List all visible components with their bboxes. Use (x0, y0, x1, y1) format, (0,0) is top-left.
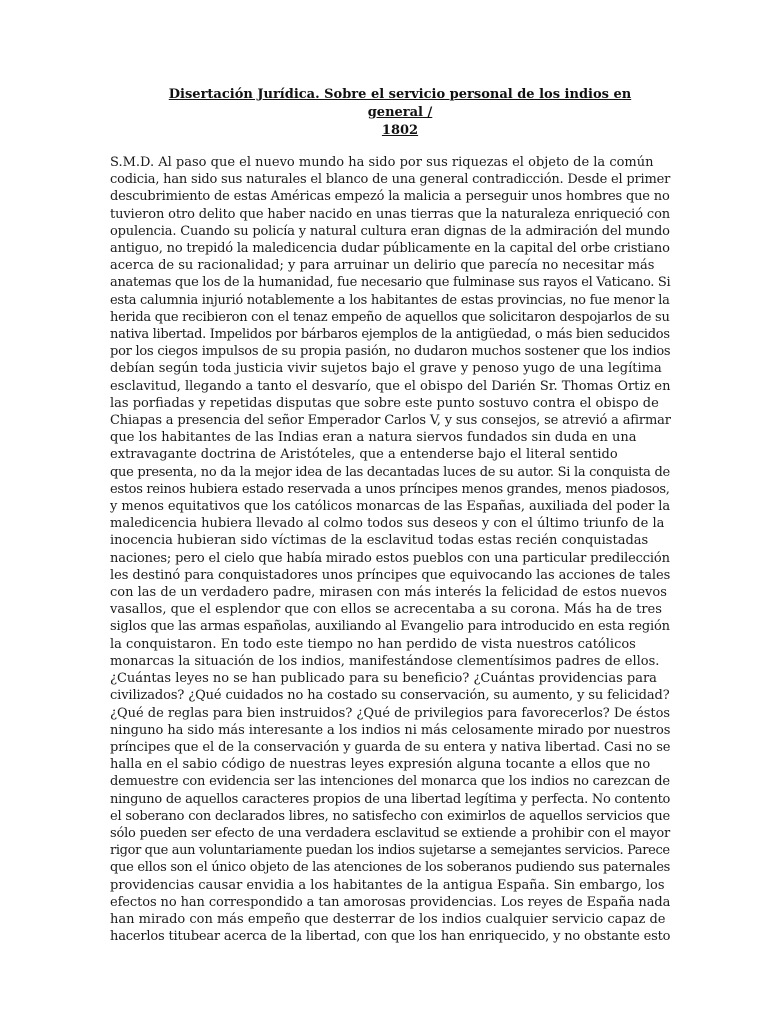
body-line: han mirado con más empeño que desterrar de los indios cualquier servicio capaz de (110, 911, 666, 927)
body-line: antiguo, no trepidó la maledicencia dudar públicamente en la capital del orbe cristiano (110, 241, 670, 257)
body-line: codicia, han sido sus naturales el blanco de una general contradicción. Desde el primer (110, 172, 671, 188)
body-line: sólo pueden ser efecto de una verdadera esclavitud se extiende a prohibir con el mayor (110, 825, 670, 841)
body-line: ¿Cuántas leyes no se han publicado para su beneficio? ¿Cuántas providencias para (110, 671, 657, 687)
body-line: príncipes que el de la conservación y guarda de su entera y nativa libertad. Casi no se (110, 739, 671, 755)
body-line: que los habitantes de las Indias eran a natura siervos fundados sin duda en una (110, 430, 637, 446)
body-line: naciones; pero el cielo que había mirado estos pueblos con una particular predilección (110, 550, 670, 566)
body-line: ninguno de aquellos caracteres propios de una libertad legítima y perfecta. No contento (110, 791, 671, 807)
body-line: estos reinos hubiera estado reservada a unos príncipes menos grandes, menos piadosos, (110, 481, 670, 497)
body-line: demuestre con evidencia ser las intenciones del monarca que los indios no carezcan de (110, 774, 670, 790)
body-line: maledicencia hubiera llevado al colmo todos sus deseos y con el último triunfo de la (110, 516, 665, 532)
body-line: herida que recibieron con el tenaz empeño de aquellos que solicitaron despojarlos de su (110, 309, 670, 325)
body-line: nativa libertad. Impelidos por bárbaros ejemplos de la antigüedad, o más bien seducidos (110, 327, 670, 343)
body-line: acerca de su racionalidad; y para arruinar un delirio que parecía no necesitar más (110, 258, 655, 274)
body-line: siglos que las armas españolas, auxiliando al Evangelio para introducido en esta región (110, 619, 670, 635)
document-title (150, 86, 650, 140)
body-line: extravagante doctrina de Aristóteles, que a entenderse bajo el literal sentido (110, 447, 618, 463)
body-line: hacerlos titubear acerca de la libertad, con que los han enriquecido, y no obstante esto (110, 929, 671, 945)
body-line: anatemas que los de la humanidad, fue necesario que fulminase sus rayos el Vaticano. Si (110, 275, 671, 291)
body-line: les destinó para conquistadores unos príncipes que equivocando las acciones de tales (110, 567, 671, 583)
body-line: tuvieron otro delito que haber nacido en unas tierras que la naturaleza enriqueció con (110, 206, 671, 222)
body-line: ¿Qué de reglas para bien instruidos? ¿Qué de privilegios para favorecerlos? De éstos (110, 705, 671, 721)
body-line: inocencia hubieran sido víctimas de la esclavitud todas estas recién conquistadas (110, 533, 649, 549)
body-line: halla en el sabio código de nuestras leyes expresión alguna tocante a ellos que no (110, 757, 651, 773)
body-line: que presenta, no da la mejor idea de las decantadas luces de su autor. Si la conquista de (110, 464, 670, 480)
body-line: con las de un verdadero padre, mirasen con más interés la felicidad de estos nuevos (110, 585, 667, 601)
body-line: esta calumnia injurió notablemente a los habitantes de estas provincias, no fue menor la (110, 292, 670, 308)
title-line-2: 1802 (381, 123, 419, 138)
body-line: la conquistaron. En todo este tiempo no han perdido de vista nuestros católicos (110, 636, 636, 652)
body-line: esclavitud, llegando a tanto el desvarío, que el obispo del Darién Sr. Thomas Ortiz en (110, 378, 671, 394)
body-line: monarcas la situación de los indios, manifestándose clementísimos padres de ellos. (110, 653, 660, 669)
body-line: rigor que aun voluntariamente puedan los indios sujetarse a semejantes servicios. Parece (110, 843, 670, 859)
body-line: S.M.D. Al paso que el nuevo mundo ha sido por sus riquezas el objeto de la común (110, 155, 654, 170)
body-line: providencias causar envidia a los habitantes de la antigua España. Sin embargo, los (110, 877, 665, 893)
body-line: civilizados? ¿Qué cuidados no ha costado su conservación, su aumento, y su felicidad? (110, 688, 670, 704)
body-line: por los ciegos impulsos de su propia pasión, no dudaron muchos sostener que los indios (110, 344, 671, 360)
body-line: el soberano con declarados libres, no satisfecho con eximirlos de aquellos servicios que (110, 808, 670, 824)
body-line: efectos no han correspondido a tan amorosas providencias. Los reyes de España nada (110, 894, 671, 910)
body-line: descubrimiento de estas Américas empezó la malicia a perseguir unos hombres que no (110, 189, 670, 205)
document-body (110, 154, 670, 945)
body-line: debían según toda justicia vivir sujetos bajo el grave y penoso yugo de una legítima (110, 361, 662, 377)
body-line: y menos equitativos que los católicos monarcas de las Españas, auxiliada del poder la (110, 499, 671, 515)
body-line: ninguno ha sido más interesante a los indios ni más celosamente mirado por nuestros (110, 722, 671, 738)
body-line: opulencia. Cuando su policía y natural cultura eran dignas de la admiración del mundo (110, 223, 670, 239)
body-line: que ellos son el único objeto de las atenciones de los soberanos pudiendo sus paternales (110, 860, 671, 876)
body-line: vasallos, que el esplendor que con ellos se acrecentaba a su corona. Más ha de tres (110, 602, 662, 618)
body-line: Chiapas a presencia del señor Emperador Carlos V, y sus consejos, se atrevió a afirmar (110, 413, 671, 429)
title-line-1: Disertación Jurídica. Sobre el servicio personal de los indios en general / (168, 87, 632, 120)
body-line: las porfiadas y repetidas disputas que sobre este punto sostuvo contra el obispo de (110, 395, 659, 411)
